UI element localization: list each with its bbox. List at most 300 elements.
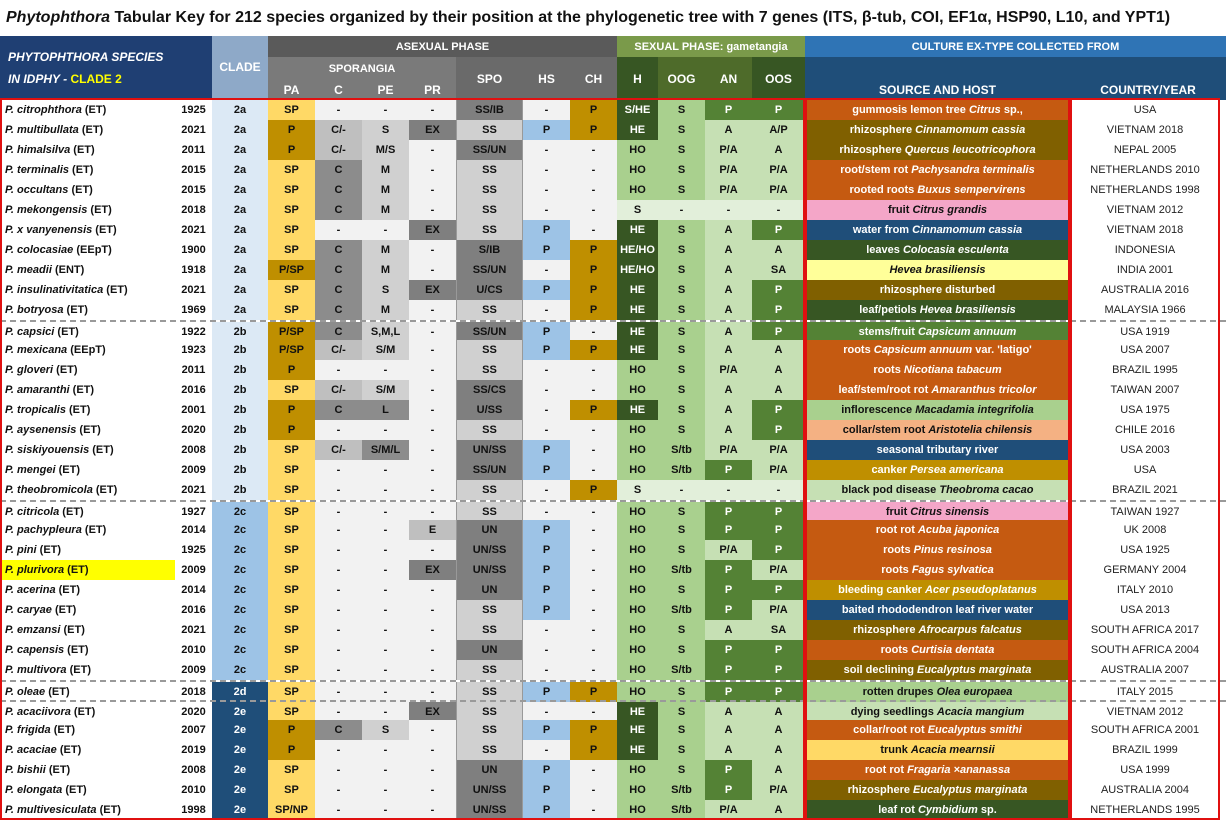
source-text: fruit [885, 506, 911, 518]
genus-abbrev: P. [5, 444, 18, 456]
table-row [0, 500, 1226, 520]
oog-cell: S [658, 322, 705, 342]
table-row [0, 100, 1226, 120]
oos-cell: P [752, 420, 805, 440]
source-text: canker [871, 464, 910, 476]
oos-cell: P [752, 682, 805, 702]
source-host-cell [807, 720, 1068, 740]
ch-cell: - [570, 780, 617, 800]
source-host-cell [807, 480, 1068, 500]
pe-cell: - [362, 460, 409, 480]
species-epithet: occultans [17, 184, 69, 196]
pa-cell: SP [268, 702, 315, 722]
c-cell: C [315, 300, 362, 320]
header-sexual: SEXUAL PHASE: gametangia [617, 36, 805, 57]
hs-cell: P [523, 600, 570, 620]
genus-abbrev: P. [5, 784, 18, 796]
c-cell: - [315, 540, 362, 560]
ch-cell: - [570, 380, 617, 400]
country-year-cell: NETHERLANDS 2010 [1090, 164, 1200, 176]
table-row [0, 400, 1226, 420]
table-row [0, 800, 1226, 820]
year-cell: 2016 [181, 384, 206, 396]
species-epithet: acaciae [17, 744, 57, 756]
source-text: leaves [866, 244, 903, 256]
pa-cell: SP [268, 100, 315, 120]
source-text: leaf/petiols [859, 304, 920, 316]
h-cell: HE [617, 280, 658, 300]
source-text: fruit [887, 204, 913, 216]
species-name [0, 520, 175, 540]
c-cell: C/- [315, 380, 362, 400]
ch-cell: - [570, 620, 617, 640]
ch-cell: - [570, 660, 617, 680]
h-cell: S [617, 480, 658, 500]
genus-abbrev: P. [5, 304, 18, 316]
spo-cell: SS [456, 720, 523, 740]
oos-cell: A [752, 740, 805, 760]
genus-abbrev: P. [5, 524, 18, 536]
source-host-cell [807, 600, 1068, 620]
oos-cell: A/P [752, 120, 805, 140]
hs-cell: P [523, 280, 570, 300]
header-pe: PE [362, 80, 409, 100]
table-row [0, 700, 1226, 720]
clade-cell: 2a [212, 240, 268, 260]
hs-cell: P [523, 460, 570, 480]
country-year-cell: NETHERLANDS 1995 [1090, 804, 1200, 816]
country-year-cell: SOUTH AFRICA 2017 [1090, 624, 1200, 636]
clade-cell: 2c [212, 640, 268, 660]
h-cell: HE/HO [617, 240, 658, 260]
source-host-cell [807, 780, 1068, 800]
country-year-cell: USA 2003 [1120, 444, 1170, 456]
pa-cell: SP [268, 220, 315, 240]
pe-cell: M/S [362, 140, 409, 160]
type-code: (ET) [56, 744, 82, 756]
pr-cell: - [409, 640, 456, 660]
header-pa: PA [268, 80, 315, 100]
type-code: (EEpT) [67, 344, 106, 356]
pa-cell: SP [268, 180, 315, 200]
h-cell: HO [617, 540, 658, 560]
country-year-cell: AUSTRALIA 2016 [1100, 284, 1190, 296]
clade-cell: 2c [212, 620, 268, 640]
table-row [0, 360, 1226, 380]
hs-cell: - [523, 502, 570, 522]
species-epithet: mengei [17, 464, 56, 476]
table-row [0, 540, 1226, 560]
spo-cell: SS [456, 502, 523, 522]
species-name [0, 160, 175, 180]
host-name: Eucalyptus marginata [913, 784, 1028, 796]
h-cell: HO [617, 140, 658, 160]
pa-cell: SP [268, 600, 315, 620]
source-host-cell [807, 400, 1068, 420]
hs-cell: P [523, 440, 570, 460]
hs-cell: - [523, 740, 570, 760]
pr-cell: - [409, 340, 456, 360]
species-epithet: pachypleura [17, 524, 82, 536]
spo-cell: SS/UN [456, 460, 523, 480]
an-cell: A [705, 280, 752, 300]
country-year-cell: USA 2013 [1120, 604, 1170, 616]
host-name: Theobroma cacao [939, 484, 1034, 496]
ch-cell: P [570, 120, 617, 140]
pa-cell: SP [268, 520, 315, 540]
year-cell: 2014 [181, 584, 206, 596]
host-name: Citrus grandis [912, 204, 988, 216]
source-host-cell [807, 120, 1068, 140]
pe-cell: - [362, 360, 409, 380]
genus-abbrev: P. [5, 364, 18, 376]
hs-cell: - [523, 480, 570, 500]
c-cell: - [315, 100, 362, 120]
table-row [0, 200, 1226, 220]
host-name: Pachysandra terminalis [911, 164, 1035, 176]
pa-cell: SP [268, 460, 315, 480]
species-epithet: multibullata [17, 124, 79, 136]
species-epithet: tropicalis [17, 404, 66, 416]
header-oos: OOS [752, 57, 805, 100]
c-cell: C [315, 720, 362, 740]
spo-cell: SS [456, 120, 523, 140]
species-epithet: meadii [17, 264, 52, 276]
h-cell: HE [617, 340, 658, 360]
type-code: (EEpT) [73, 244, 112, 256]
c-cell: - [315, 682, 362, 702]
pe-cell: - [362, 480, 409, 500]
an-cell: P [705, 760, 752, 780]
table-row [0, 280, 1226, 300]
oog-cell: S/tb [658, 780, 705, 800]
spo-cell: SS/UN [456, 260, 523, 280]
type-code: (ET) [92, 484, 118, 496]
hs-cell: P [523, 800, 570, 820]
h-cell: HE [617, 300, 658, 320]
oos-cell: P [752, 660, 805, 680]
h-cell: HO [617, 520, 658, 540]
pe-cell: M [362, 160, 409, 180]
oos-cell: A [752, 800, 805, 820]
type-code: (ET) [70, 144, 95, 156]
pa-cell: SP/NP [268, 800, 315, 820]
table-row [0, 220, 1226, 240]
source-text: roots [883, 544, 914, 556]
type-code: (ET) [54, 326, 79, 338]
genus-abbrev: P. [5, 744, 18, 756]
clade-cell: 2b [212, 380, 268, 400]
year-cell: 2018 [181, 686, 206, 698]
source-text: black pod disease [841, 484, 940, 496]
host-name: Persea americana [909, 464, 1004, 476]
ch-cell: - [570, 600, 617, 620]
source-host-cell [807, 800, 1068, 820]
header-culture: CULTURE EX-TYPE COLLECTED FROM [805, 36, 1226, 57]
host-name: Capsicum annuum [917, 326, 1017, 338]
country-year-cell: BRAZIL 1995 [1112, 364, 1178, 376]
oog-cell: S [658, 702, 705, 722]
species-epithet: insulinativitatica [17, 284, 104, 296]
type-code: (ET) [89, 444, 114, 456]
c-cell: - [315, 360, 362, 380]
table-row [0, 120, 1226, 140]
pe-cell: - [362, 540, 409, 560]
oos-cell: A [752, 702, 805, 722]
pe-cell: S [362, 720, 409, 740]
table-row [0, 140, 1226, 160]
oos-cell: P [752, 220, 805, 240]
host-name: Fagus sylvatica [911, 564, 994, 576]
host-name: Nicotiana tabacum [903, 364, 1002, 376]
source-text: sp., [1000, 104, 1023, 116]
spo-cell: SS [456, 600, 523, 620]
spo-cell: UN/SS [456, 560, 523, 580]
source-host-cell [807, 502, 1068, 522]
c-cell: - [315, 702, 362, 722]
pr-cell: - [409, 260, 456, 280]
spo-cell: SS/CS [456, 380, 523, 400]
type-code: (ET) [51, 604, 77, 616]
spo-cell: SS [456, 660, 523, 680]
type-code: (ET) [36, 544, 62, 556]
table-row [0, 760, 1226, 780]
host-name: Buxus sempervirens [917, 184, 1026, 196]
genus-abbrev: P. [5, 184, 18, 196]
type-code: (ET) [78, 124, 104, 136]
table-row [0, 480, 1226, 500]
pa-cell: SP [268, 440, 315, 460]
source-text: roots [880, 644, 912, 656]
c-cell: - [315, 660, 362, 680]
c-cell: - [315, 640, 362, 660]
clade-cell: 2e [212, 720, 268, 740]
spo-cell: UN/SS [456, 540, 523, 560]
type-code: (ET) [50, 724, 76, 736]
an-cell: P [705, 660, 752, 680]
genus-abbrev: P. [5, 506, 18, 518]
species-name [0, 560, 175, 580]
host-name: Capsicum annuum [873, 344, 973, 356]
pa-cell: SP [268, 620, 315, 640]
genus-abbrev: P. [5, 204, 18, 216]
source-host-cell [807, 740, 1068, 760]
species-name [0, 660, 175, 680]
genus-abbrev: P. [5, 164, 18, 176]
clade-cell: 2c [212, 540, 268, 560]
ch-cell: P [570, 240, 617, 260]
source-host-cell [807, 380, 1068, 400]
pr-cell: - [409, 160, 456, 180]
type-code: (ET) [55, 584, 81, 596]
c-cell: C [315, 200, 362, 220]
species-name [0, 420, 175, 440]
year-cell: 2015 [181, 164, 206, 176]
country-year-cell: USA 1925 [1120, 544, 1170, 556]
species-name [0, 200, 175, 220]
table-row [0, 300, 1226, 320]
pr-cell: - [409, 760, 456, 780]
source-host-cell [807, 100, 1068, 120]
species-name [0, 300, 175, 320]
oos-cell: P/A [752, 160, 805, 180]
header-asexual: ASEXUAL PHASE [268, 36, 617, 57]
c-cell: C [315, 260, 362, 280]
ch-cell: - [570, 580, 617, 600]
hs-cell: - [523, 360, 570, 380]
h-cell: HO [617, 560, 658, 580]
oos-cell: A [752, 760, 805, 780]
oog-cell: S [658, 420, 705, 440]
host-name: Hevea brasiliensis [919, 304, 1016, 316]
source-text: leaf rot [878, 804, 918, 816]
source-text: rhizosphere [847, 784, 914, 796]
source-host-cell [807, 160, 1068, 180]
h-cell: S/HE [617, 100, 658, 120]
oos-cell: P [752, 580, 805, 600]
source-text: stems/fruit [858, 326, 918, 338]
an-cell: A [705, 120, 752, 140]
spo-cell: SS [456, 480, 523, 500]
country-year-cell: ITALY 2010 [1116, 584, 1174, 596]
species-epithet: acaciivora [17, 706, 71, 718]
pe-cell: - [362, 220, 409, 240]
ch-cell: P [570, 340, 617, 360]
c-cell: C/- [315, 140, 362, 160]
header-sporangia: SPORANGIA [268, 57, 456, 80]
pa-cell: P/SP [268, 322, 315, 342]
oog-cell: S [658, 240, 705, 260]
an-cell: A [705, 380, 752, 400]
species-name [0, 460, 175, 480]
ch-cell: - [570, 560, 617, 580]
species-epithet: plurivora [17, 564, 65, 576]
oos-cell: - [752, 480, 805, 500]
year-cell: 2021 [181, 124, 206, 136]
year-cell: 2010 [181, 644, 206, 656]
type-code: (ET) [81, 104, 107, 116]
h-cell: HO [617, 800, 658, 820]
oog-cell: S [658, 260, 705, 280]
country-year-cell: CHILE 2016 [1115, 424, 1175, 436]
an-cell: A [705, 420, 752, 440]
c-cell: C [315, 400, 362, 420]
oog-cell: S/tb [658, 600, 705, 620]
pa-cell: SP [268, 300, 315, 320]
host-name: Citrus sinensis [910, 506, 990, 518]
type-code: (ET) [45, 764, 71, 776]
h-cell: HE [617, 740, 658, 760]
pr-cell: - [409, 480, 456, 500]
oog-cell: - [658, 480, 705, 500]
source-host-cell [807, 440, 1068, 460]
an-cell: P/A [705, 800, 752, 820]
country-year-cell: ITALY 2015 [1116, 686, 1174, 698]
clade-cell: 2b [212, 460, 268, 480]
pr-cell: EX [409, 560, 456, 580]
pa-cell: P [268, 140, 315, 160]
source-text: rotten drupes [862, 686, 937, 698]
table-row [0, 520, 1226, 540]
country-year-cell: USA 1999 [1120, 764, 1170, 776]
pr-cell: - [409, 180, 456, 200]
oog-cell: S [658, 400, 705, 420]
pr-cell: - [409, 682, 456, 702]
pa-cell: P [268, 420, 315, 440]
oos-cell: P [752, 322, 805, 342]
oos-cell: P [752, 400, 805, 420]
an-cell: - [705, 480, 752, 500]
hs-cell: P [523, 682, 570, 702]
species-table [0, 100, 1226, 820]
country-year-cell: VIETNAM 2018 [1106, 224, 1184, 236]
host-name: Colocasia esculenta [902, 244, 1009, 256]
c-cell: C [315, 160, 362, 180]
species-name [0, 760, 175, 780]
pe-cell: - [362, 740, 409, 760]
pa-cell: SP [268, 540, 315, 560]
h-cell: HE/HO [617, 260, 658, 280]
pe-cell: S [362, 280, 409, 300]
spo-cell: SS [456, 620, 523, 640]
oog-cell: S [658, 620, 705, 640]
table-row [0, 260, 1226, 280]
type-code: (ET) [53, 364, 78, 376]
an-cell: A [705, 620, 752, 640]
source-host-cell [807, 682, 1068, 702]
oog-cell: S [658, 640, 705, 660]
source-host-cell [807, 760, 1068, 780]
pe-cell: S/M [362, 380, 409, 400]
country-year-cell: USA 2007 [1120, 344, 1170, 356]
oos-cell: P/A [752, 460, 805, 480]
pa-cell: P [268, 400, 315, 420]
spo-cell: SS [456, 180, 523, 200]
country-year-cell: VIETNAM 2018 [1106, 124, 1184, 136]
h-cell: HE [617, 120, 658, 140]
table-row [0, 320, 1226, 340]
c-cell: - [315, 480, 362, 500]
source-host-cell [807, 540, 1068, 560]
genus-abbrev: P. [5, 564, 18, 576]
hs-cell: - [523, 660, 570, 680]
country-year-cell: UK 2008 [1123, 524, 1167, 536]
pr-cell: EX [409, 280, 456, 300]
table-row [0, 380, 1226, 400]
year-cell: 1969 [181, 304, 206, 316]
species-name [0, 800, 175, 820]
source-text: var. 'latigo' [972, 344, 1032, 356]
table-row [0, 620, 1226, 640]
spo-cell: S/IB [456, 240, 523, 260]
host-name: Curtisia dentata [911, 644, 995, 656]
an-cell: A [705, 260, 752, 280]
spo-cell: UN/SS [456, 780, 523, 800]
genus-abbrev: P. [5, 604, 18, 616]
h-cell: HO [617, 780, 658, 800]
an-cell: P [705, 460, 752, 480]
ch-cell: - [570, 502, 617, 522]
oos-cell: A [752, 380, 805, 400]
source-host-cell [807, 460, 1068, 480]
ch-cell: P [570, 740, 617, 760]
oos-cell: SA [752, 620, 805, 640]
year-cell: 2008 [181, 444, 206, 456]
pr-cell: EX [409, 702, 456, 722]
year-cell: 1927 [181, 506, 206, 518]
pe-cell: M [362, 180, 409, 200]
pr-cell: - [409, 580, 456, 600]
